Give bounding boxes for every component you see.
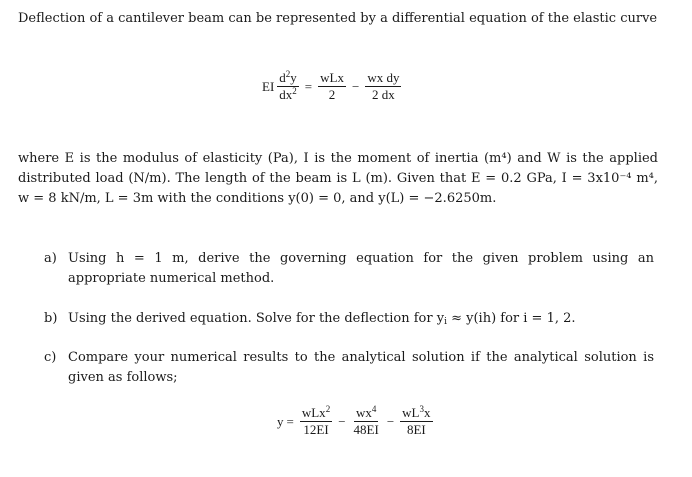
question-b-text: Using the derived equation. Solve for the deflection for $y_i \approx y(ih)$ for i = 1, 2.: [68, 311, 576, 327]
second-derivative-fraction: [277, 70, 299, 103]
minus-sign: −: [338, 413, 346, 429]
question-b: [44, 309, 654, 329]
question-c-label: c): [44, 350, 57, 365]
intro-paragraph: Deflection of a cantilever beam can be represented by a differential equation of the elastic curve: [18, 11, 658, 26]
analytical-solution-equation: [277, 405, 436, 438]
term2-fraction: $\frac{wx^4}{48EI}$: [353, 404, 379, 437]
slope-term-fraction: $\frac{\text{wx dy}}{2 dx}$: [367, 70, 400, 102]
question-a-text: Using h = 1 m, derive the governing equation for the given problem using an appropriate numerical method.: [68, 251, 654, 286]
term3-fraction: $\frac{wL^3x}{8EI}$: [402, 404, 431, 437]
question-c-text: Compare your numerical results to the analytical solution if the analytical solution is given as follows;: [68, 350, 654, 385]
y-symbol: y: [277, 413, 284, 429]
definitions-paragraph: where E is the modulus of elasticity (Pa), I is the moment of inertia (m⁴) and W is the applied distributed load (N/m). The length of the beam is L (m). Given that E = 0.2 GPa, I = 3x10⁻⁴ m⁴, w = 8 kN/m, L = 3m with the conditions y(0) = 0, and y(L) = −2.6250m.: [18, 151, 658, 206]
question-a-label: a): [44, 251, 57, 266]
equals-sign: =: [286, 413, 294, 429]
question-b-label: b): [44, 311, 58, 326]
load-term-fraction: $\frac{\text{wLx}}{2}$: [320, 70, 344, 102]
minus-sign: −: [351, 78, 360, 94]
question-a: [44, 249, 654, 289]
differential-equation: [262, 70, 404, 103]
equals-sign: =: [304, 78, 313, 94]
question-c: [44, 348, 654, 388]
second-derivative-denominator: $dx^2$: [279, 86, 297, 102]
ei-coefficient: EI: [262, 78, 275, 94]
second-derivative-numerator: $d^2y$: [279, 69, 297, 85]
minus-sign: −: [386, 413, 395, 429]
term1-fraction: $\frac{wLx^2}{12EI}$: [301, 404, 331, 437]
